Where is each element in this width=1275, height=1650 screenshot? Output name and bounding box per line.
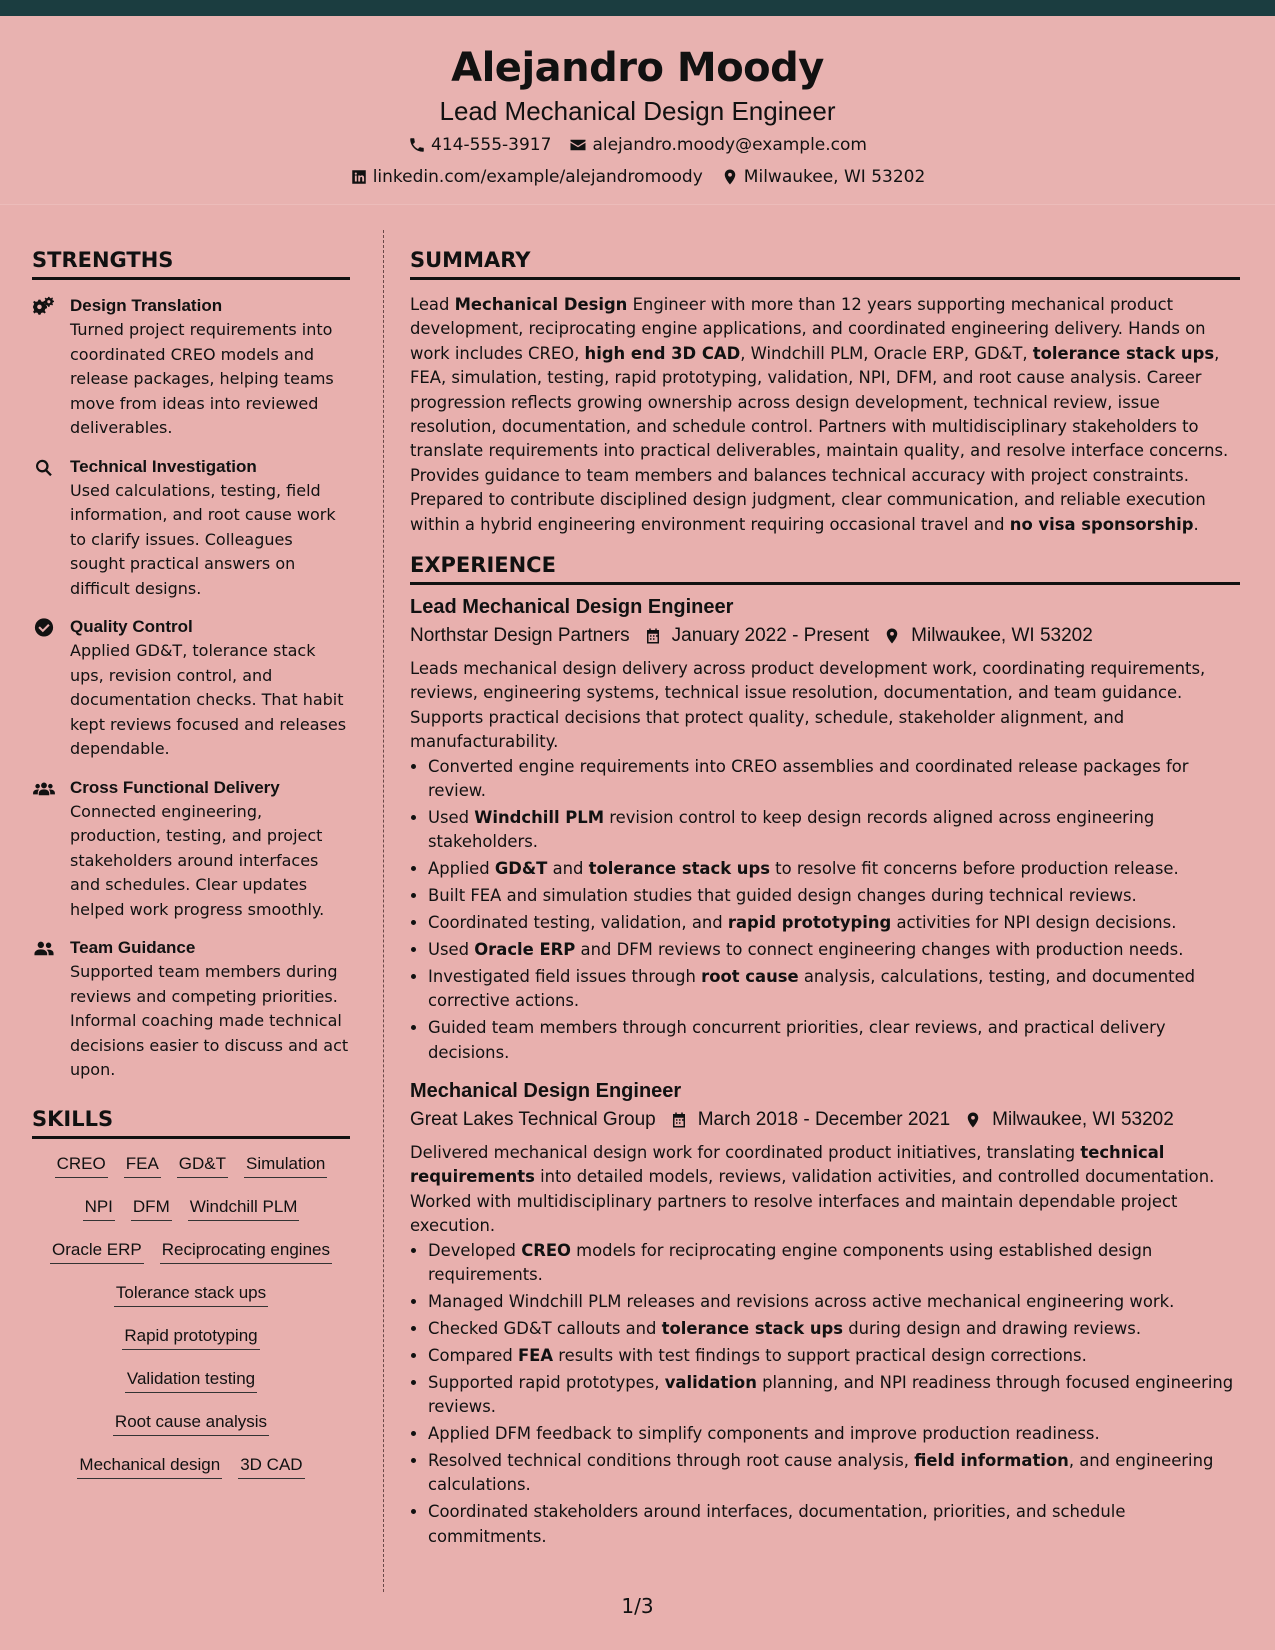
map-marker-icon xyxy=(950,1111,992,1129)
bold-phrase: Mechanical Design xyxy=(454,295,628,314)
map-marker-icon xyxy=(721,168,739,186)
bold-phrase: tolerance stack ups xyxy=(588,859,770,879)
skill-tag: Simulation xyxy=(244,1153,327,1178)
skill-tag: Reciprocating engines xyxy=(160,1239,332,1264)
strength-description: Turned project requirements into coordinated CREO models and release packages, helping teams move from ideas into reviewed deliverables. xyxy=(70,320,334,437)
text-run: to resolve fit concerns before production release. xyxy=(769,859,1179,879)
skill-tag: Oracle ERP xyxy=(50,1239,144,1264)
text-run: analysis, calculations, testing, and documented corrective actions. xyxy=(428,966,1196,1011)
contact-row-1 xyxy=(0,132,1275,158)
skills-row xyxy=(32,1325,350,1350)
strength-item xyxy=(32,455,350,602)
text-run: Applied xyxy=(428,859,495,879)
strength-title: Technical Investigation xyxy=(70,456,257,476)
strength-item xyxy=(32,776,350,923)
job-description xyxy=(410,657,1240,755)
skill-tag: Validation testing xyxy=(125,1368,257,1393)
candidate-title: Lead Mechanical Design Engineer xyxy=(439,96,836,126)
text-run: Used xyxy=(428,808,475,827)
bullet-item xyxy=(428,1449,1240,1498)
job-meta xyxy=(410,1105,1240,1135)
location-text: Milwaukee, WI 53202 xyxy=(743,167,926,187)
job-title: Lead Mechanical Design Engineer xyxy=(410,596,734,619)
strengths-list xyxy=(32,294,350,1083)
text-run: Resolved technical conditions through root cause analysis, xyxy=(428,1450,915,1470)
right-column xyxy=(410,246,1240,1561)
bullet-item xyxy=(428,1371,1240,1420)
bullet-item xyxy=(428,1290,1240,1314)
bold-phrase: technical requirements xyxy=(410,1143,1165,1187)
strength-item xyxy=(32,294,350,441)
strength-description: Used calculations, testing, field information, and root cause work to clarify issues. Colleagues sought practical answers on difficult designs. xyxy=(70,480,336,598)
strength-title: Cross Functional Delivery xyxy=(70,777,280,797)
bullet-item xyxy=(428,1317,1240,1341)
page-number: 1/3 xyxy=(621,1594,654,1618)
text-run: Checked GD&T callouts and xyxy=(428,1318,662,1338)
bold-phrase: tolerance stack ups xyxy=(661,1318,843,1338)
text-run: Lead xyxy=(410,295,455,314)
skill-tag: DFM xyxy=(131,1196,172,1221)
text-run: Used xyxy=(428,940,475,960)
skills-row xyxy=(32,1196,350,1221)
strength-description: Supported team members during reviews and competing priorities. Informal coaching made technical decisions easier to discuss and act upon. xyxy=(70,962,349,1079)
text-run: into detailed models, reviews, validation activities, and controlled documentation. Worked with multidisciplinary partners to resolve interfaces and maintain dependable project execution. xyxy=(410,1167,1215,1236)
text-run: Converted engine requirements into CREO assemblies and coordinated release packages for review. xyxy=(428,756,1189,801)
text-run: Delivered mechanical design work for coordinated product initiatives, translating xyxy=(410,1143,1081,1163)
text-run: , Windchill PLM, Oracle ERP, GD&T, xyxy=(740,343,1033,363)
experience-list xyxy=(410,593,1240,1549)
text-run: Guided team members through concurrent priorities, clear reviews, and practical delivery decisions. xyxy=(428,1018,1166,1062)
text-run: activities for NPI design decisions. xyxy=(891,913,1177,933)
email-contact[interactable] xyxy=(569,132,867,158)
text-run: Applied DFM feedback to simplify components and improve production readiness. xyxy=(428,1424,1100,1444)
email-text: alejandro.moody@example.com xyxy=(592,135,867,155)
text-run: during design and drawing reviews. xyxy=(843,1318,1142,1338)
bullet-item xyxy=(428,938,1240,962)
strength-description: Connected engineering, production, testing, and project stakeholders around interfaces and schedules. Clear updates helped work progress smoothly. xyxy=(70,801,325,919)
linkedin-contact[interactable] xyxy=(350,164,703,190)
text-run: Leads mechanical design delivery across product development work, coordinating requirements, reviews, engineering systems, technical issue resolution, documentation, and team guidance. Supports practical decisions that protect quality, schedule, stakeholder alignment, and manufacturability. xyxy=(410,659,1206,752)
candidate-name: Alejandro Moody xyxy=(451,45,824,91)
bullet-item xyxy=(428,1422,1240,1446)
job-dates: March 2018 - December 2021 xyxy=(697,1109,951,1131)
text-run: and xyxy=(547,859,589,879)
strengths-heading: STRENGTHS xyxy=(32,246,350,280)
job-title: Mechanical Design Engineer xyxy=(410,1080,682,1103)
skill-tag: Tolerance stack ups xyxy=(114,1282,268,1307)
bold-phrase: Oracle ERP xyxy=(474,940,576,960)
bold-phrase: GD&T xyxy=(494,859,548,879)
bullet-item xyxy=(428,1016,1240,1065)
job-meta xyxy=(410,621,1240,651)
text-run: models for reciprocating engine components using established design requirements. xyxy=(428,1240,1153,1285)
bullet-item xyxy=(428,857,1240,881)
text-run: and DFM reviews to connect engineering changes with production needs. xyxy=(575,940,1184,960)
location-contact xyxy=(721,164,925,190)
skills-list xyxy=(32,1153,350,1479)
skill-tag: Rapid prototyping xyxy=(122,1325,259,1350)
job-dates: January 2022 - Present xyxy=(671,625,870,647)
strength-title: Quality Control xyxy=(70,617,193,636)
job-company: Northstar Design Partners xyxy=(410,625,630,647)
skill-tag: FEA xyxy=(124,1153,161,1178)
text-run: Supported rapid prototypes, xyxy=(428,1372,665,1392)
user-group-icon xyxy=(32,938,56,958)
skill-tag: GD&T xyxy=(177,1153,228,1178)
map-marker-icon xyxy=(869,627,911,645)
summary-text xyxy=(410,293,1240,537)
text-run: results with test findings to support practical design corrections. xyxy=(553,1345,1087,1365)
text-run: revision control to keep design records aligned across engineering stakeholders. xyxy=(428,808,1155,852)
calendar-icon xyxy=(656,1111,698,1129)
resume-header xyxy=(0,16,1275,205)
envelope-icon xyxy=(569,136,587,154)
text-run: Compared xyxy=(428,1345,518,1365)
skills-row xyxy=(32,1282,350,1307)
bullet-item xyxy=(428,755,1240,804)
bold-phrase: root cause xyxy=(701,966,799,986)
bullet-item xyxy=(428,1344,1240,1368)
skills-row xyxy=(32,1454,350,1479)
summary-heading: SUMMARY xyxy=(410,246,1240,280)
text-run: Managed Windchill PLM releases and revisions across active mechanical engineering work. xyxy=(428,1292,1175,1311)
text-run: , and engineering calculations. xyxy=(428,1450,1214,1495)
job-bullets xyxy=(410,1239,1240,1549)
phone-text: 414-555-3917 xyxy=(431,135,552,155)
skills-row xyxy=(32,1411,350,1436)
skills-row xyxy=(32,1368,350,1393)
strength-item xyxy=(32,615,350,762)
strength-title: Design Translation xyxy=(70,296,223,315)
check-circle-icon xyxy=(32,617,56,637)
skill-tag: Root cause analysis xyxy=(113,1411,269,1436)
gears-icon xyxy=(32,296,56,316)
skill-tag: NPI xyxy=(83,1196,115,1221)
bold-phrase: CREO xyxy=(521,1240,571,1260)
text-run: Built FEA and simulation studies that guided design changes during technical reviews. xyxy=(428,886,1137,906)
skill-tag: Mechanical design xyxy=(77,1454,222,1479)
text-run: , FEA, simulation, testing, rapid prototyping, validation, NPI, DFM, and root cause analysis. Career progression reflects growing ownership across design development, technical review, issue resolution, documentation, and schedule control. Partners with multidisciplinary stakeholders to translate requirements into practical deliverables, maintain quality, and resolve interface concerns. Provides guidance to team members and balances technical accuracy with project constraints. Prepared to contribute disciplined design judgment, clear communication, and reliable execution within a hybrid engineering environment requiring occasional travel and xyxy=(410,343,1229,534)
job-entry xyxy=(410,593,1240,1065)
skill-tag: Windchill PLM xyxy=(188,1196,300,1221)
skills-heading: SKILLS xyxy=(32,1105,350,1139)
job-entry xyxy=(410,1077,1240,1549)
text-run: Engineer with more than 12 years supporting mechanical product development, reciprocating engine applications, and coordinated engineering delivery. Hands on work includes CREO, xyxy=(410,295,1206,363)
text-run: . xyxy=(1193,514,1199,534)
strength-description: Applied GD&T, tolerance stack ups, revision control, and documentation checks. That habit kept reviews focused and releases dependable. xyxy=(70,641,347,758)
bold-phrase: tolerance stack ups xyxy=(1032,343,1215,363)
skills-row xyxy=(32,1153,350,1178)
bold-phrase: validation xyxy=(664,1372,757,1392)
bold-phrase: FEA xyxy=(517,1345,554,1365)
linkedin-text: linkedin.com/example/alejandromoody xyxy=(372,167,703,187)
search-icon xyxy=(32,457,56,477)
phone-contact[interactable] xyxy=(408,132,551,158)
job-bullets xyxy=(410,755,1240,1065)
text-run: Developed xyxy=(428,1240,522,1260)
bold-phrase: high end 3D CAD xyxy=(584,343,741,363)
top-accent-bar xyxy=(0,0,1275,16)
bullet-item xyxy=(428,806,1240,855)
text-run: Coordinated testing, validation, and xyxy=(428,913,728,933)
skill-tag: CREO xyxy=(55,1153,108,1178)
job-location: Milwaukee, WI 53202 xyxy=(911,625,1093,647)
strength-title: Team Guidance xyxy=(70,938,196,957)
phone-icon xyxy=(408,136,426,154)
bullet-item xyxy=(428,884,1240,908)
linkedin-icon xyxy=(350,168,368,186)
bullet-item xyxy=(428,965,1240,1014)
job-description xyxy=(410,1141,1240,1239)
contact-row-2 xyxy=(0,164,1275,190)
left-column xyxy=(32,246,350,1497)
skills-row xyxy=(32,1239,350,1264)
text-run: Investigated field issues through xyxy=(428,966,702,986)
experience-heading: EXPERIENCE xyxy=(410,551,1240,585)
bullet-item xyxy=(428,911,1240,935)
bullet-item xyxy=(428,1239,1240,1288)
job-location: Milwaukee, WI 53202 xyxy=(992,1109,1174,1131)
bold-phrase: field information xyxy=(914,1450,1069,1470)
skill-tag: 3D CAD xyxy=(238,1454,304,1479)
users-icon xyxy=(32,778,56,798)
bold-phrase: rapid prototyping xyxy=(727,913,892,933)
job-company: Great Lakes Technical Group xyxy=(410,1109,656,1131)
bullet-item xyxy=(428,1500,1240,1549)
bold-phrase: no visa sponsorship xyxy=(1009,514,1194,534)
strength-item xyxy=(32,936,350,1083)
text-run: planning, and NPI readiness through focused engineering reviews. xyxy=(428,1372,1234,1417)
text-run: Coordinated stakeholders around interfaces, documentation, priorities, and schedule commitments. xyxy=(428,1502,1126,1546)
bold-phrase: Windchill PLM xyxy=(474,808,605,827)
column-divider xyxy=(383,230,384,1592)
calendar-icon xyxy=(630,627,672,645)
